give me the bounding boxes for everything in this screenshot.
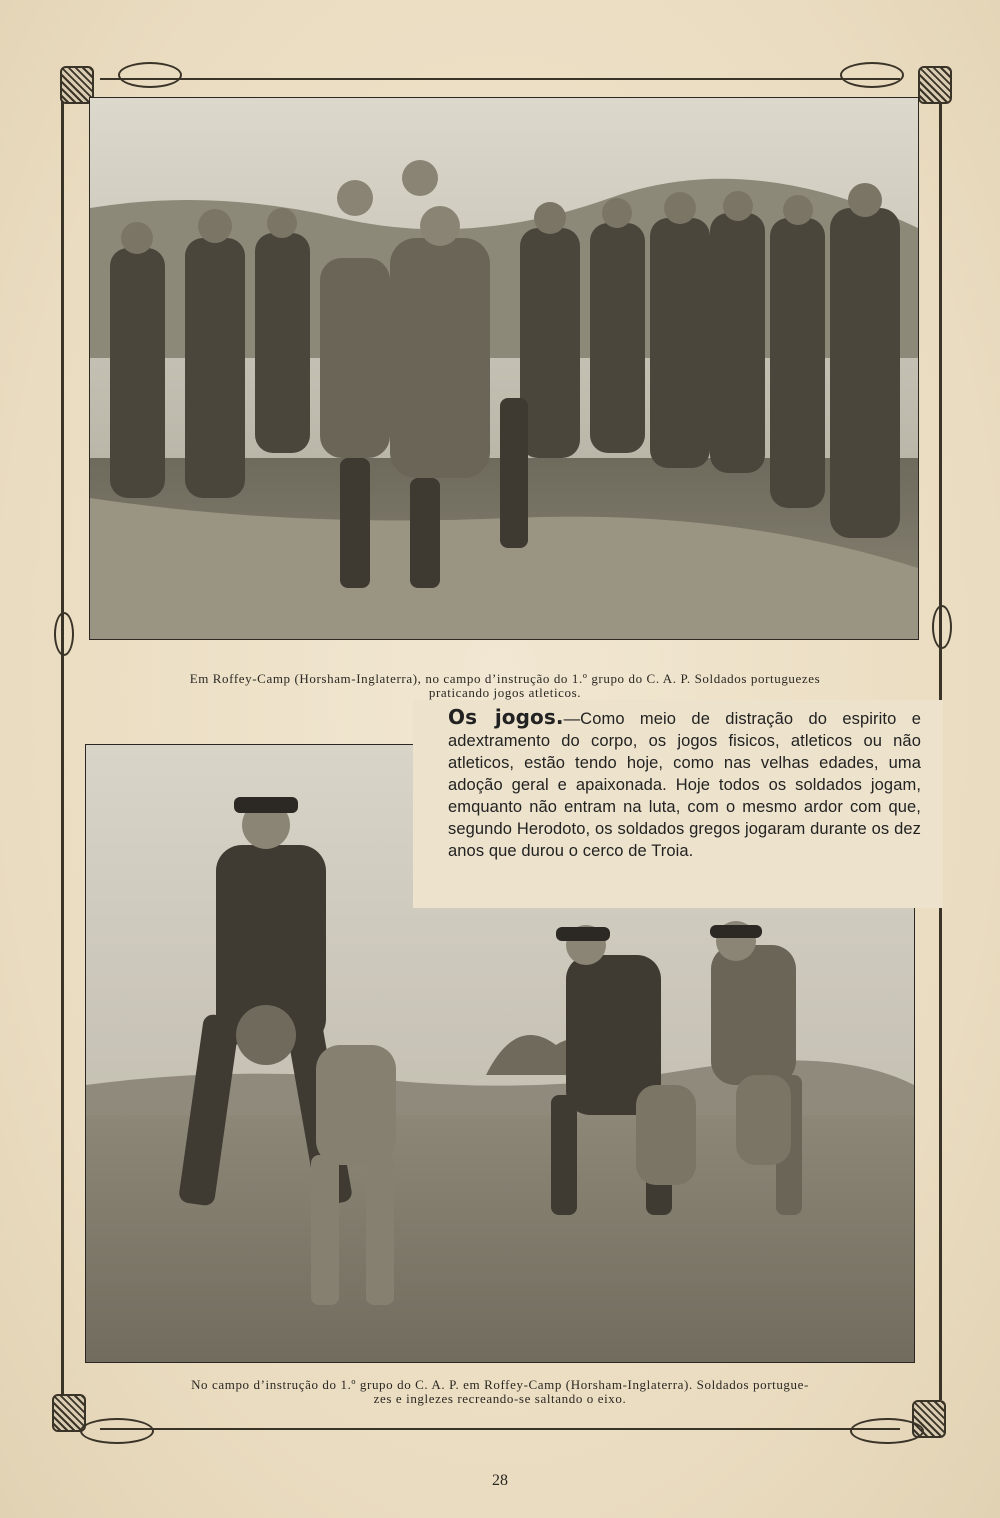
ornament-top-right-icon [918,66,952,104]
page-number: 28 [492,1472,508,1489]
top-caption-line-2: praticando jogos atleticos. [428,685,582,700]
frame-bottom-border [100,1428,900,1430]
scroll-ornament-bottom-left-icon [80,1418,154,1444]
article-text [448,706,921,862]
scroll-ornament-left-icon [54,612,74,656]
article-body: —Como meio de distração do espirito e adextramento do corpo, os jogos fisicos, atleticos ou não atleticos, estão tendo hoje, como nas velhas edades, uma adoção geral e apaixonada. Hoje todos os soldados jogam, emquanto não entram na luta, com o mesmo ardor com que, segundo Herodoto, os soldados gregos jogaram durante os dez anos que durou o cerco de Troia. [448,710,921,860]
bottom-photo-caption [105,1378,895,1406]
top-photo-caption [110,672,900,700]
frame-top-border [100,78,900,80]
bottom-caption-line-2: zes e inglezes recreando-se saltando o eixo. [373,1391,627,1406]
scroll-ornament-right-icon [932,605,952,649]
scroll-ornament-bottom-right-icon [850,1418,924,1444]
article-heading: Os jogos. [448,705,564,729]
soldiers-games-photo-icon [90,98,918,639]
scroll-ornament-top-right-icon [840,62,904,88]
scroll-ornament-top-icon [118,62,182,88]
top-photograph [89,97,919,640]
bottom-caption-line-1: No campo d’instrução do 1.º grupo do C. A. P. em Roffey-Camp (Horsham-Inglaterra). Soldados portugue- [191,1377,809,1392]
frame-left-border [61,100,64,1400]
top-caption-line-1: Em Roffey-Camp (Horsham-Inglaterra), no campo d’instrução do 1.º grupo do C. A. P. Soldados portuguezes [189,671,821,686]
